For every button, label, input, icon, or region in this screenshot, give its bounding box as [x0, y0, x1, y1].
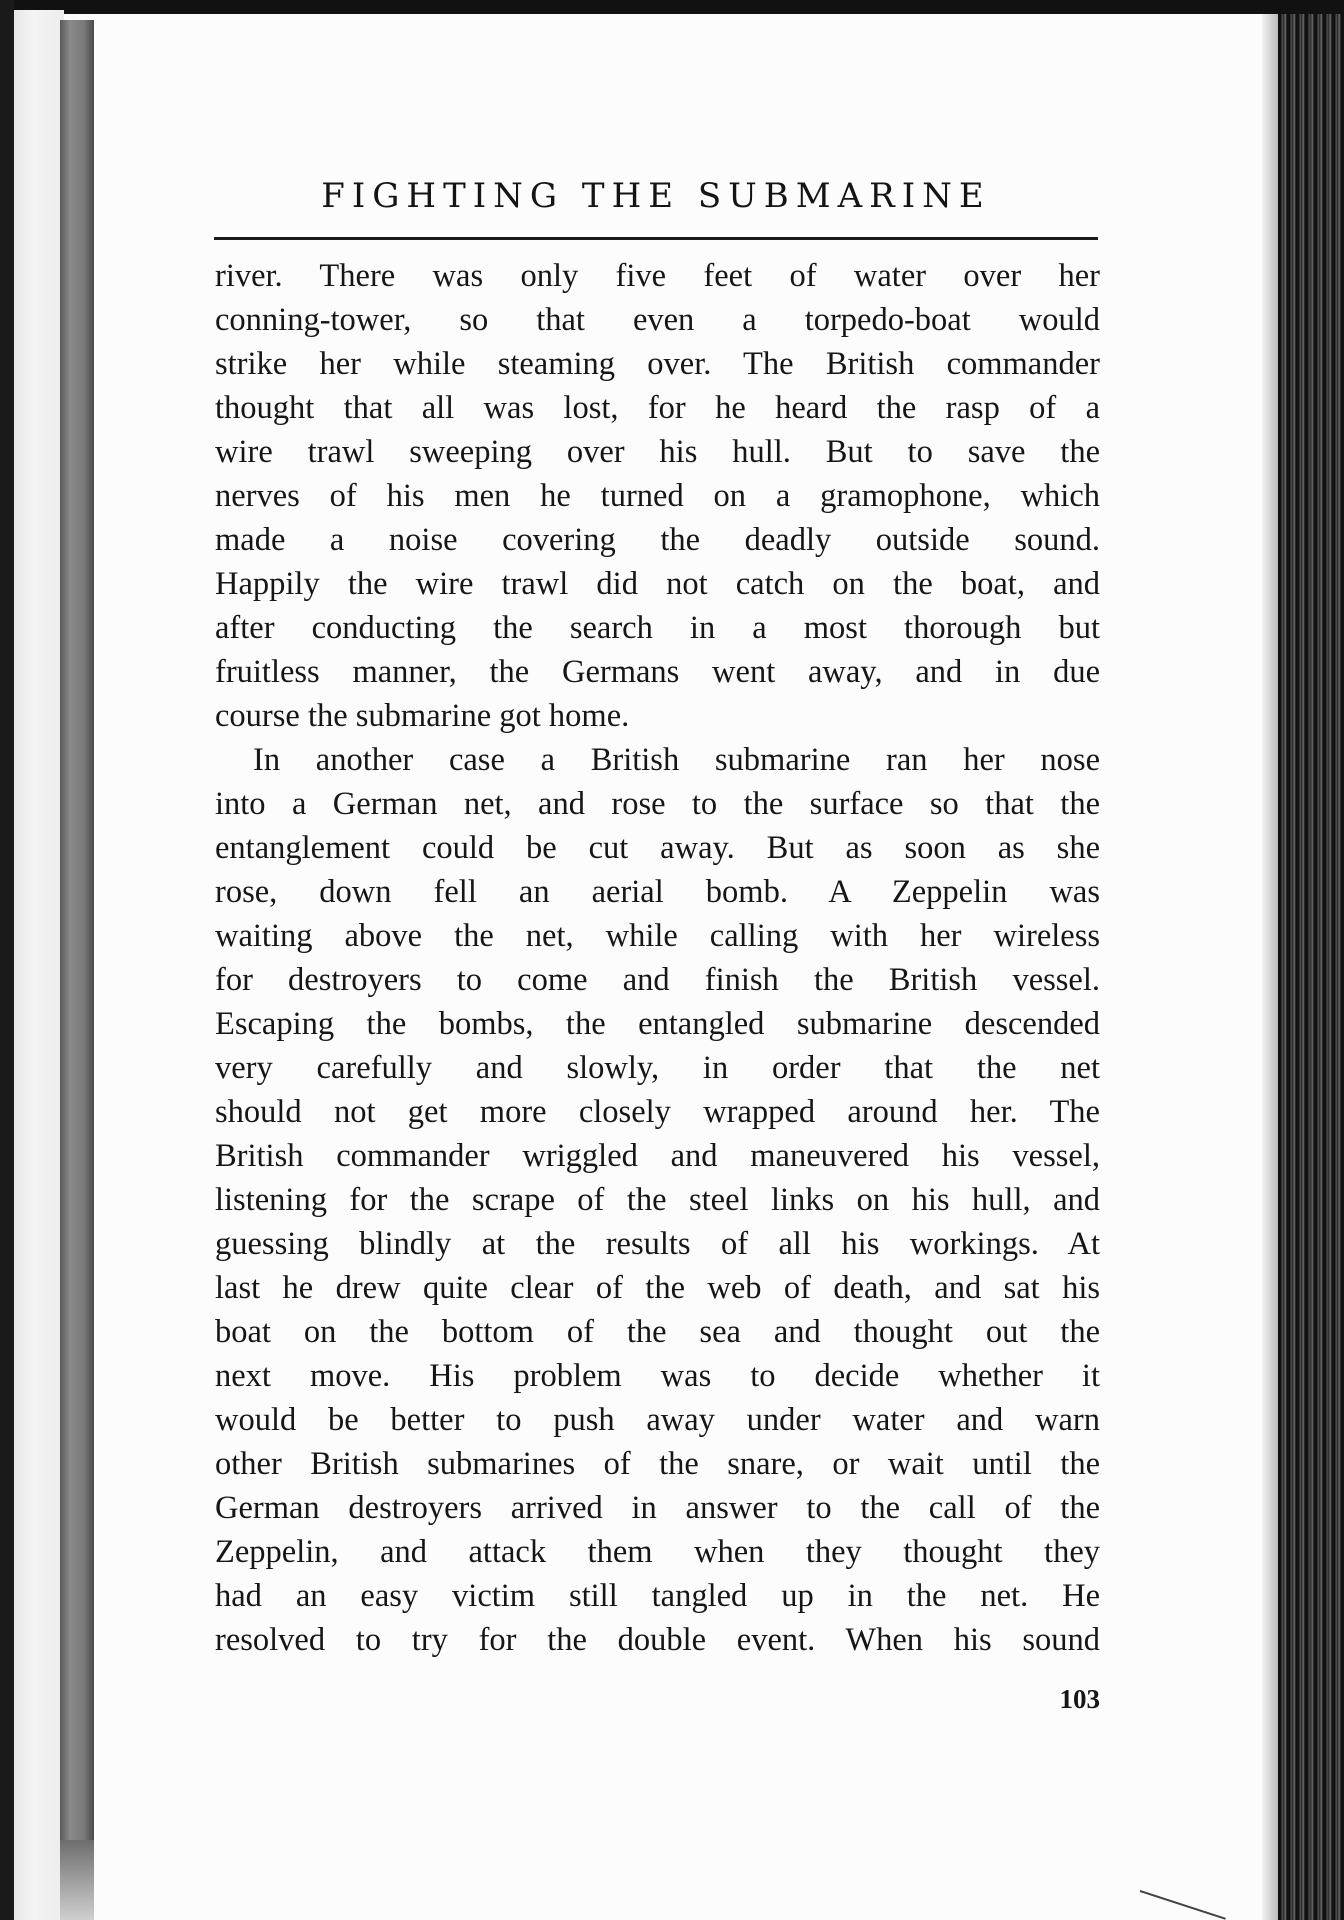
text-line: entanglement could be cut away. But as soon as she	[215, 830, 1100, 866]
text-line: guessing blindly at the results of all his workings. At	[215, 1226, 1100, 1262]
text-line: for destroyers to come and finish the British vessel.	[215, 962, 1100, 998]
text-line: would be better to push away under water and warn	[215, 1402, 1100, 1438]
book-gutter	[14, 10, 64, 1920]
scan-top-border	[0, 0, 1344, 14]
header-rule	[214, 237, 1098, 240]
text-line: conning-tower, so that even a torpedo-boat would	[215, 302, 1100, 338]
running-head: FIGHTING THE SUBMARINE	[321, 176, 991, 216]
paragraph-start-line: In another case a British submarine ran her nose	[253, 742, 1100, 778]
text-line: very carefully and slowly, in order that the net	[215, 1050, 1100, 1086]
text-line: resolved to try for the double event. When his sound	[215, 1622, 1100, 1658]
text-line: made a noise covering the deadly outside sound.	[215, 522, 1100, 558]
text-line: should not get more closely wrapped around her. The	[215, 1094, 1100, 1130]
text-line: river. There was only five feet of water over her	[215, 258, 1100, 294]
text-line: waiting above the net, while calling with her wireless	[215, 918, 1100, 954]
text-line: next move. His problem was to decide whether it	[215, 1358, 1100, 1394]
text-line: nerves of his men he turned on a gramophone, which	[215, 478, 1100, 514]
text-line: Happily the wire trawl did not catch on the boat, and	[215, 566, 1100, 602]
text-line: strike her while steaming over. The British commander	[215, 346, 1100, 382]
page-number: 103	[1059, 1684, 1100, 1714]
book-spine-edge	[60, 20, 94, 1840]
text-line: Escaping the bombs, the entangled submarine descended	[215, 1006, 1100, 1042]
text-line: fruitless manner, the Germans went away, and in due	[215, 654, 1100, 690]
text-line: had an easy victim still tangled up in the net. He	[215, 1578, 1100, 1614]
text-line: after conducting the search in a most thorough but	[215, 610, 1100, 646]
text-line: other British submarines of the snare, or wait until the	[215, 1446, 1100, 1482]
text-line: Zeppelin, and attack them when they thought they	[215, 1534, 1100, 1570]
text-line: listening for the scrape of the steel links on his hull, and	[215, 1182, 1100, 1218]
book-spine-fade	[60, 1840, 94, 1920]
text-line: German destroyers arrived in answer to the call of the	[215, 1490, 1100, 1526]
text-line: thought that all was lost, for he heard the rasp of a	[215, 390, 1100, 426]
text-line: last he drew quite clear of the web of death, and sat his	[215, 1270, 1100, 1306]
body-text	[215, 254, 1100, 1662]
text-line: rose, down fell an aerial bomb. A Zeppelin was	[215, 874, 1100, 910]
book-page-edges	[1278, 14, 1344, 1920]
text-line: wire trawl sweeping over his hull. But to save the	[215, 434, 1100, 470]
text-line: boat on the bottom of the sea and thought out the	[215, 1314, 1100, 1350]
scan-left-border	[0, 0, 14, 1920]
text-line: British commander wriggled and maneuvered his vessel,	[215, 1138, 1100, 1174]
paragraph-end-line: course the submarine got home.	[215, 698, 630, 734]
text-line: into a German net, and rose to the surface so that the	[215, 786, 1100, 822]
